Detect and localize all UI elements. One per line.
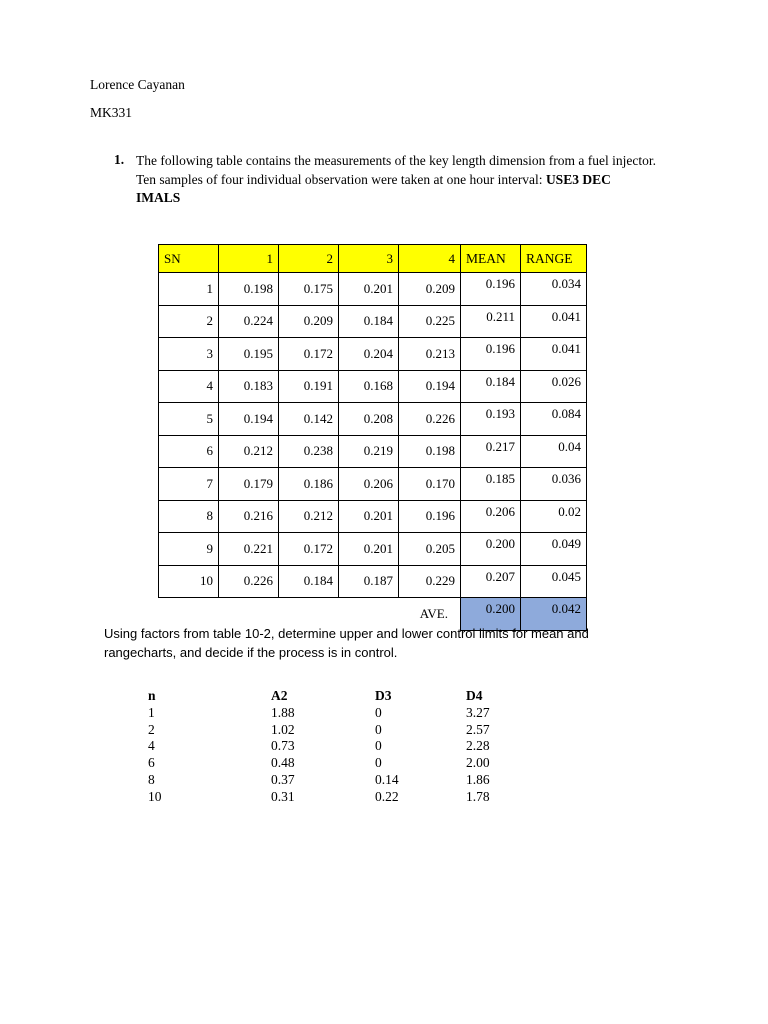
observation-cell: 0.195 bbox=[219, 338, 279, 371]
sample-number-cell: 9 bbox=[159, 533, 219, 566]
header-cell-sn: SN bbox=[159, 245, 219, 273]
mean-cell: 0.200 bbox=[461, 533, 521, 566]
observation-cell: 0.213 bbox=[399, 338, 461, 371]
sample-number-cell: 1 bbox=[159, 273, 219, 306]
table-row bbox=[159, 370, 587, 403]
average-mean-cell: 0.200 bbox=[461, 598, 521, 631]
range-cell: 0.034 bbox=[521, 273, 587, 306]
factors-row bbox=[148, 722, 490, 739]
observation-cell: 0.212 bbox=[279, 500, 339, 533]
observation-cell: 0.208 bbox=[339, 403, 399, 436]
mean-cell: 0.184 bbox=[461, 370, 521, 403]
header-cell-obs-2: 2 bbox=[279, 245, 339, 273]
factor-d3-cell: 0 bbox=[375, 704, 382, 720]
observation-cell: 0.184 bbox=[339, 305, 399, 338]
factor-d4-cell: 2.57 bbox=[466, 721, 490, 737]
range-cell: 0.026 bbox=[521, 370, 587, 403]
range-cell: 0.041 bbox=[521, 338, 587, 371]
table-row bbox=[159, 403, 587, 436]
observation-cell: 0.187 bbox=[339, 565, 399, 598]
observation-cell: 0.175 bbox=[279, 273, 339, 306]
observation-cell: 0.142 bbox=[279, 403, 339, 436]
observation-cell: 0.238 bbox=[279, 435, 339, 468]
sample-number-cell: 8 bbox=[159, 500, 219, 533]
observation-cell: 0.205 bbox=[399, 533, 461, 566]
observation-cell: 0.216 bbox=[219, 500, 279, 533]
factors-table bbox=[148, 688, 490, 806]
observation-cell: 0.191 bbox=[279, 370, 339, 403]
factor-d3-cell: 0 bbox=[375, 738, 382, 754]
factors-header-n: n bbox=[148, 688, 156, 703]
observation-cell: 0.209 bbox=[279, 305, 339, 338]
average-range-cell: 0.042 bbox=[521, 598, 587, 631]
factor-a2-cell: 0.73 bbox=[271, 738, 295, 754]
observation-cell: 0.172 bbox=[279, 338, 339, 371]
observation-cell: 0.172 bbox=[279, 533, 339, 566]
observation-cell: 0.226 bbox=[399, 403, 461, 436]
factor-n-cell: 4 bbox=[148, 738, 155, 754]
sample-number-cell: 2 bbox=[159, 305, 219, 338]
header-cell-range: RANGE bbox=[521, 245, 587, 273]
header-cell-obs-3: 3 bbox=[339, 245, 399, 273]
table-row bbox=[159, 338, 587, 371]
observation-cell: 0.201 bbox=[339, 273, 399, 306]
range-cell: 0.02 bbox=[521, 500, 587, 533]
observation-cell: 0.204 bbox=[339, 338, 399, 371]
factors-header-d4: D4 bbox=[466, 688, 483, 703]
factor-d3-cell: 0.14 bbox=[375, 771, 399, 787]
question-emphasis: USE3 DEC IMALS bbox=[136, 171, 611, 205]
factors-row bbox=[148, 705, 490, 722]
table-row bbox=[159, 533, 587, 566]
table-row bbox=[159, 305, 587, 338]
factor-n-cell: 6 bbox=[148, 755, 155, 771]
observation-cell: 0.194 bbox=[399, 370, 461, 403]
sample-number-cell: 10 bbox=[159, 565, 219, 598]
factors-row bbox=[148, 738, 490, 755]
range-cell: 0.04 bbox=[521, 435, 587, 468]
factor-a2-cell: 0.48 bbox=[271, 755, 295, 771]
factor-n-cell: 1 bbox=[148, 704, 155, 720]
factors-row bbox=[148, 772, 490, 789]
range-cell: 0.084 bbox=[521, 403, 587, 436]
factor-d4-cell: 1.86 bbox=[466, 771, 490, 787]
observation-cell: 0.206 bbox=[339, 468, 399, 501]
table-row bbox=[159, 273, 587, 306]
observation-cell: 0.198 bbox=[219, 273, 279, 306]
observation-cell: 0.201 bbox=[339, 500, 399, 533]
observation-cell: 0.183 bbox=[219, 370, 279, 403]
mean-cell: 0.196 bbox=[461, 338, 521, 371]
observation-cell: 0.209 bbox=[399, 273, 461, 306]
observation-cell: 0.225 bbox=[399, 305, 461, 338]
course-code: MK331 bbox=[90, 105, 133, 120]
observation-cell: 0.186 bbox=[279, 468, 339, 501]
observation-cell: 0.168 bbox=[339, 370, 399, 403]
observation-cell: 0.224 bbox=[219, 305, 279, 338]
mean-cell: 0.193 bbox=[461, 403, 521, 436]
factor-a2-cell: 1.02 bbox=[271, 721, 295, 737]
sample-number-cell: 6 bbox=[159, 435, 219, 468]
table-row bbox=[159, 500, 587, 533]
observation-cell: 0.198 bbox=[399, 435, 461, 468]
observation-cell: 0.229 bbox=[399, 565, 461, 598]
observation-cell: 0.184 bbox=[279, 565, 339, 598]
observation-cell: 0.219 bbox=[339, 435, 399, 468]
mean-cell: 0.211 bbox=[461, 305, 521, 338]
observation-cell: 0.179 bbox=[219, 468, 279, 501]
factors-row bbox=[148, 789, 490, 806]
sample-number-cell: 7 bbox=[159, 468, 219, 501]
range-cell: 0.041 bbox=[521, 305, 587, 338]
factor-a2-cell: 1.88 bbox=[271, 704, 295, 720]
observation-cell: 0.196 bbox=[399, 500, 461, 533]
range-cell: 0.049 bbox=[521, 533, 587, 566]
factors-header-row bbox=[148, 688, 490, 705]
factor-d4-cell: 3.27 bbox=[466, 704, 490, 720]
sample-number-cell: 3 bbox=[159, 338, 219, 371]
mean-cell: 0.206 bbox=[461, 500, 521, 533]
observation-cell: 0.221 bbox=[219, 533, 279, 566]
sample-number-cell: 5 bbox=[159, 403, 219, 436]
factor-n-cell: 10 bbox=[148, 788, 162, 804]
range-cell: 0.036 bbox=[521, 468, 587, 501]
factor-d4-cell: 2.00 bbox=[466, 755, 490, 771]
mean-cell: 0.207 bbox=[461, 565, 521, 598]
factor-a2-cell: 0.31 bbox=[271, 788, 295, 804]
factors-header-a2: A2 bbox=[271, 688, 288, 703]
header-cell-obs-4: 4 bbox=[399, 245, 461, 273]
observation-cell: 0.212 bbox=[219, 435, 279, 468]
range-cell: 0.045 bbox=[521, 565, 587, 598]
instruction-text: Using factors from table 10-2, determine upper and lower control limits for mean and rangecharts, and decide if the process is in control. bbox=[104, 626, 589, 660]
factor-n-cell: 8 bbox=[148, 771, 155, 787]
average-label: AVE. bbox=[419, 606, 448, 621]
header-cell-mean: MEAN bbox=[461, 245, 521, 273]
table-row bbox=[159, 565, 587, 598]
factors-row bbox=[148, 755, 490, 772]
measurements-table bbox=[158, 244, 587, 631]
observation-cell: 0.170 bbox=[399, 468, 461, 501]
factor-n-cell: 2 bbox=[148, 721, 155, 737]
mean-cell: 0.196 bbox=[461, 273, 521, 306]
factor-a2-cell: 0.37 bbox=[271, 771, 295, 787]
header-cell-obs-1: 1 bbox=[219, 245, 279, 273]
factor-d4-cell: 2.28 bbox=[466, 738, 490, 754]
sample-number-cell: 4 bbox=[159, 370, 219, 403]
observation-cell: 0.194 bbox=[219, 403, 279, 436]
factor-d4-cell: 1.78 bbox=[466, 788, 490, 804]
author-name: Lorence Cayanan bbox=[90, 77, 185, 92]
table-row bbox=[159, 468, 587, 501]
factor-d3-cell: 0 bbox=[375, 721, 382, 737]
factors-header-d3: D3 bbox=[375, 688, 392, 703]
question-body: The following table contains the measurements of the key length dimension from a fuel injector. Ten samples of four individual observation were taken at one hour interval: bbox=[136, 153, 656, 187]
question-number: 1. bbox=[114, 152, 125, 167]
table-header-row bbox=[159, 245, 587, 273]
factor-d3-cell: 0.22 bbox=[375, 788, 399, 804]
mean-cell: 0.185 bbox=[461, 468, 521, 501]
factor-d3-cell: 0 bbox=[375, 755, 382, 771]
observation-cell: 0.201 bbox=[339, 533, 399, 566]
table-row bbox=[159, 435, 587, 468]
question-text bbox=[136, 152, 656, 208]
mean-cell: 0.217 bbox=[461, 435, 521, 468]
observation-cell: 0.226 bbox=[219, 565, 279, 598]
